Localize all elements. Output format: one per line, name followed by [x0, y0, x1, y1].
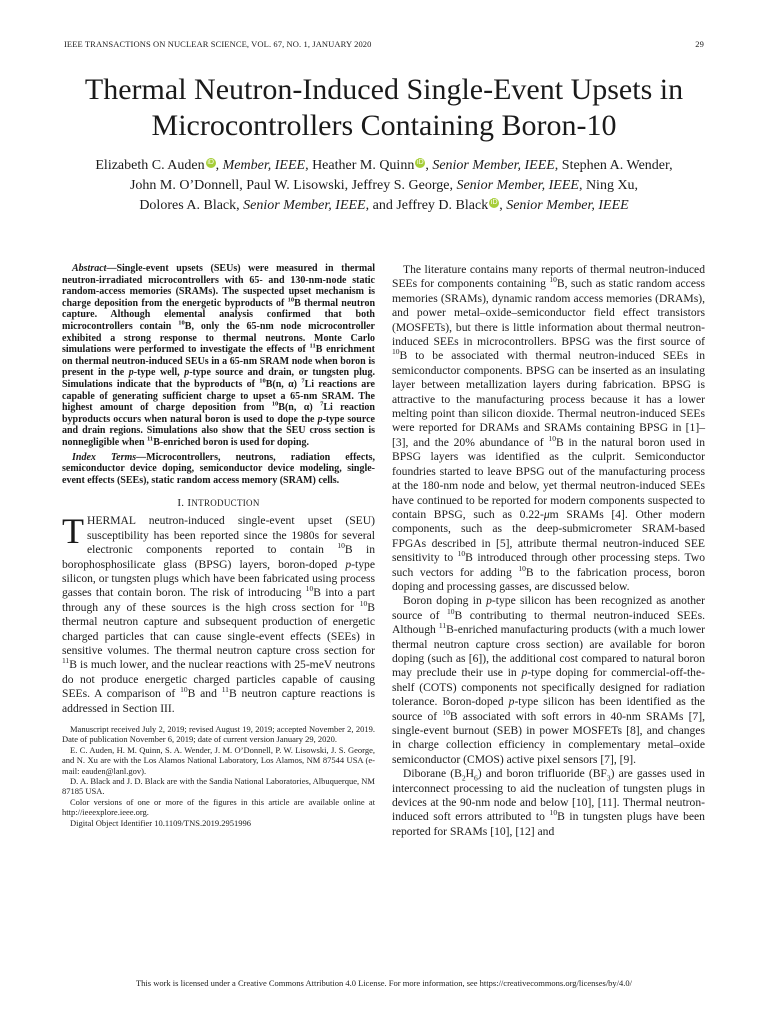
body-paragraph: [392, 594, 705, 767]
author-names: John M. O’Donnell, Paul W. Lisowski, Jeffrey S. George,: [129, 178, 453, 193]
italic-p: p: [521, 666, 528, 680]
intro-paragraph: [62, 511, 375, 716]
superscript: 10: [337, 541, 345, 551]
abstract-text: B enrichment on thermal neutron-induced SEUs in a 65-nm SRAM node when boron is present in the: [62, 344, 376, 379]
dash: —: [106, 263, 117, 274]
superscript: 10: [446, 606, 455, 616]
body-text: Boron doping in: [403, 594, 487, 608]
intro-text: HERMAL: [87, 514, 136, 528]
drop-cap: T: [62, 511, 84, 552]
italic-p: p: [345, 557, 352, 571]
author-role: Member, IEEE: [222, 158, 306, 173]
index-terms-text: Microcontrollers, neutrons, radiation effects, semiconductor device doping, semiconductor device modeling, single-event effects (SEEs), static random access memory (SRAM) cells.: [62, 451, 375, 486]
superscript: 10: [548, 434, 556, 444]
superscript: 11: [62, 656, 70, 666]
abstract-text: Li reaction byproducts occurs when natural boron is used to dope the: [62, 402, 375, 425]
italic-p: p: [508, 695, 515, 709]
author-name: Heather M. Quinn: [312, 158, 415, 173]
intro-text: B thermal neutron capture and subsequent production of energetic charged particles that can cause single-event effects (SEEs) in sensitive volumes. The thermal neutron capture cross section for: [62, 600, 375, 657]
body-text: Diborane (B: [403, 767, 462, 781]
section-numeral: I. I: [177, 497, 192, 510]
title-line-2: Microcontrollers Containing Boron-10: [151, 109, 617, 142]
body-text: H: [465, 767, 474, 781]
superscript: 10: [392, 347, 400, 357]
italic-p: p: [128, 367, 134, 379]
body-text: ) are gasses used in interconnect processing to aid the nucleation of tungsten plugs in devices at the 90-nm node and below [10], [11]. Thermal neutron-induced soft errors attributed to: [392, 767, 705, 824]
body-text: m SRAMs [4]. Other modern components, such as the deep-submicrometer SRAM-based FPGAs described in [5], attribute thermal neutron-induced SEE sensitivity to: [392, 507, 705, 565]
superscript: 7: [301, 377, 305, 385]
abstract-text: Li reactions are capable of generating sufficient charge to upset a 65-nm SRAM. The highest amount of charge deposition from: [62, 378, 375, 414]
superscript: 11: [309, 342, 316, 350]
index-terms-lead: Index Terms: [72, 451, 137, 463]
author-list: Elizabeth C. Auden iD , Member, IEEE, Heather M. Quinn iD , Senior Member, IEEE, Stephen A. Wender, John M. O’Donnell, Paul W. Lisowski, Jeffrey S. George, Senior Member, IEEE, Ning Xu, Dolores A. Black, Senior Member, IEEE, and Jeffrey D. Black iD , Senior Member, IEEE: [95, 158, 673, 213]
superscript: 10: [180, 685, 188, 695]
body-text: B in the natural boron used in BPSG layers was identified as the culprit. Semiconductor foundries started to leave BPSG out of the manufacturing process at the 180-nm node and below, yet thermal neutron-induced SEEs have continued to be reported for modern components suspected to contain BPSG, such as 0.22-: [392, 435, 705, 521]
abstract-text: -type well,: [133, 367, 185, 379]
author-role: Senior Member, IEEE: [456, 178, 579, 193]
author-role: Senior Member, IEEE: [243, 198, 366, 213]
abstract-text: B thermal neutron capture. Although elemental analysis confirmed that both microcontrollers contain: [62, 297, 375, 332]
body-text: -type silicon has been identified as the source of: [392, 695, 705, 723]
subscript: 6: [473, 773, 478, 783]
superscript: 10: [359, 598, 368, 608]
italic-p: p: [486, 594, 492, 608]
italic-p: p: [317, 413, 323, 425]
orcid-icon[interactable]: iD: [207, 159, 214, 166]
superscript: 10: [178, 319, 185, 327]
license-notice: This work is licensed under a Creative Commons Attribution 4.0 License. For more information, see https://creativecommons.org/licenses/by/4.0/: [135, 978, 633, 988]
page-number: 29: [695, 39, 704, 49]
body-text: ) and boron trifluoride (BF: [477, 767, 607, 781]
subscript: 2: [461, 773, 466, 783]
abstract-text: -type source and drain regions. Simulations also show that the SEU cross section is nonnegligible when: [62, 413, 375, 448]
superscript: 10: [287, 296, 295, 304]
superscript: 7: [320, 400, 324, 408]
paper-title: [40, 72, 728, 144]
index-terms: [62, 452, 375, 487]
author-name: Stephen A. Wender,: [561, 158, 673, 173]
footnote-manuscript: Manuscript received July 2, 2019; revised August 19, 2019; accepted November 2, 2019. Date of publication November 6, 2019; date of current version January 29, 2020.: [62, 723, 375, 745]
superscript: 10: [549, 808, 558, 818]
running-head: [64, 39, 704, 49]
intro-text: B in borophosphosilicate glass (BPSG) layers, boron-doped: [62, 543, 375, 571]
body-text: B, such as static random access memories (SRAMs), dynamic random access memories (DRAMs), and power metal–oxide–semiconductor field effect transistors (MOSFETs), but there is little information about thermal neutron-induced SEEs in microcontrollers. BPSG was the first source of: [392, 277, 705, 349]
author-name: , and Jeffrey D. Black: [365, 198, 489, 213]
superscript: 10: [457, 549, 466, 559]
superscript: 11: [438, 621, 447, 631]
abstract-text: Single-event upsets (SEUs) were measured in thermal neutron-irradiated microcontrollers with 65- and 130-nm-node static random-access memories (SRAMs). The suspected upset mechanism is charge deposition from the energetic byproducts of: [62, 263, 375, 309]
body-text: B to be associated with thermal neutron-induced SEEs in semiconductor components. BPSG can be inserted as an insulating layer between metallization layers during fabrication. BPSG is attractive to the manufacturing process because it has a lower melting point than silicon dioxide. Thermal neutron-induced SEEs were reported for DRAMs and SRAMs containing BPSG in [1]–[3], and the 20% abundance of: [392, 349, 705, 449]
orcid-icon[interactable]: iD: [417, 159, 424, 166]
author-name: , Ning Xu,: [578, 178, 639, 193]
left-column: [62, 263, 375, 828]
footnote-affiliation-sandia: D. A. Black and J. D. Black are with the Sandia National Laboratories, Albuquerque, NM 87185 USA.: [62, 776, 375, 797]
intro-text: B neutron capture reactions is addressed in Section III.: [62, 687, 375, 715]
section-title: NTRODUCTION: [191, 498, 260, 509]
intro-text: B into a part through any of these sources is the high cross section for: [62, 586, 375, 614]
superscript: 11: [147, 435, 154, 443]
superscript: 10: [518, 563, 526, 573]
italic-p: p: [184, 367, 190, 379]
author-role: Senior Member, IEEE: [506, 198, 629, 213]
superscript: 10: [305, 584, 314, 594]
author-name: Dolores A. Black,: [139, 198, 240, 213]
intro-text: B is much lower, and the nuclear reactions with 25-meV neutrons do not produce energetic charged particles capable of causing SEEs. A comparison of: [62, 658, 375, 701]
dash: —: [136, 451, 147, 463]
orcid-icon[interactable]: iD: [490, 199, 498, 206]
footnote-color-versions: Color versions of one or more of the figures in this article are available online at http://ieeexplore.ieee.org.: [62, 796, 375, 818]
abstract-text: B, only the 65-nm node microcontroller exhibited a strong response to thermal neutrons. Monte Carlo simulations were performed to investigate the effects of: [62, 320, 376, 356]
footnotes: [62, 724, 375, 828]
body-text: -type doping for commercial-off-the-shelf (COTS) components not specifically designed for radiation tolerance. Boron-doped: [392, 666, 705, 709]
right-column: [392, 263, 705, 839]
superscript: 10: [271, 400, 279, 408]
mu-symbol: μ: [543, 507, 550, 521]
body-text: B associated with soft errors in 40-nm SRAMs [7], single-event burnout (SEB) in power MOSFETs [8], and changes in charge collection efficiency in complementary metal–oxide semiconductor (CMOS) active pixel sensors [7], [9].: [392, 709, 705, 766]
abstract-lead: Abstract: [72, 263, 107, 274]
body-paragraph: [392, 263, 705, 594]
footnote-affiliation-lanl: E. C. Auden, H. M. Quinn, S. A. Wender, J. M. O’Donnell, P. W. Lisowski, J. S. George, and N. Xu are with the Los Alamos National Laboratory, Los Alamos, NM 87544 USA (e-mail: eauden@lanl.gov).: [62, 744, 375, 776]
body-text: B introduced through other processing steps. Two such vectors for adding: [392, 551, 705, 579]
subscript: 3: [606, 773, 611, 783]
journal-citation: IEEE TRANSACTIONS ON NUCLEAR SCIENCE, VOL. 67, NO. 1, JANUARY 2020: [64, 39, 372, 49]
author-name: Elizabeth C. Auden: [95, 158, 205, 173]
intro-text: B and: [187, 687, 222, 701]
intro-text: -type silicon, or tungsten plugs which have been fabricated using process gasses that contain boron. The risk of introducing: [62, 557, 375, 600]
body-text: B in tungsten plugs have been reported for SRAMs [10], [12] and: [392, 810, 705, 838]
superscript: 11: [221, 685, 229, 695]
intro-text: neutron-induced single-event upset (SEU) susceptibility has been reported since the 1980s for several electronic components reported to contain: [87, 514, 375, 557]
abstract-text: B(n, α): [278, 402, 321, 414]
section-heading-introduction: [62, 497, 375, 509]
body-text: B to the fabrication process, boron doping and processing gasses, are discussed below.: [392, 565, 705, 593]
abstract-text: B(n, α): [265, 378, 302, 390]
body-text: The literature contains many reports of thermal neutron-induced SEEs for components containing: [392, 263, 705, 291]
abstract-text: -type source and drain, or tungsten plug. Simulations indicate that the byproducts of: [62, 367, 375, 390]
body-text: B-enriched manufacturing products (with a much lower thermal neutron capture cross section) are available for boron doping (such as [6]), the additional cost compared to natural boron may preclude their use in: [392, 623, 706, 680]
abstract-text: B-enriched boron is used for doping.: [153, 436, 309, 448]
body-paragraph: [392, 767, 705, 839]
title-line-1: Thermal Neutron-Induced Single-Event Upsets in: [84, 73, 684, 106]
superscript: 10: [549, 275, 557, 285]
author-role: Senior Member, IEEE: [432, 158, 555, 173]
body-text: B contributing to thermal neutron-induced SEEs. Although: [392, 608, 705, 637]
body-text: -type silicon has been recognized as another source of: [392, 594, 705, 622]
superscript: 10: [259, 377, 266, 385]
footnote-doi: Digital Object Identifier 10.1109/TNS.2019.2951996: [70, 817, 251, 828]
abstract: [62, 263, 375, 449]
superscript: 10: [442, 707, 450, 717]
